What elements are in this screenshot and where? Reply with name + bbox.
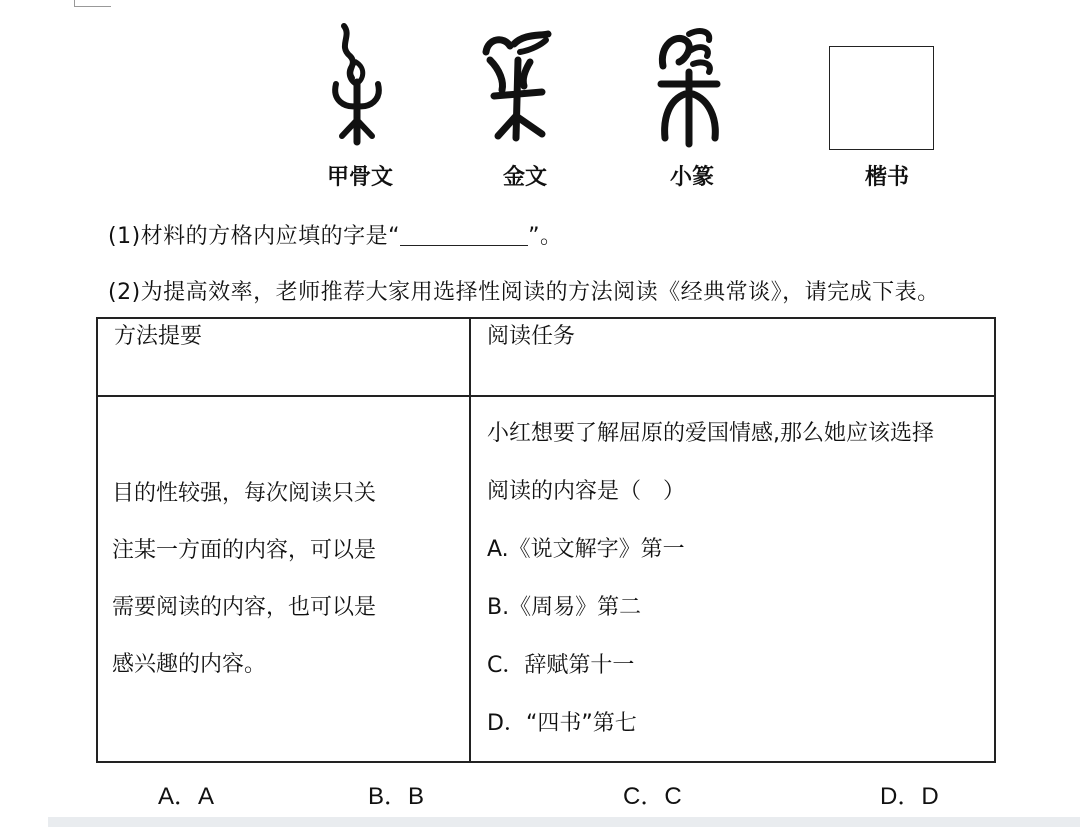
method-summary-cell: [97, 396, 470, 762]
method-line: 需要阅读的内容，也可以是: [112, 595, 377, 620]
task-option-d: D．“四书”第七: [487, 711, 637, 736]
reading-method-table: [96, 317, 996, 763]
task-prompt-line: 阅读的内容是（ ）: [487, 479, 686, 504]
method-line: 感兴趣的内容。: [112, 652, 267, 677]
task-option-c: C．辞赋第十一: [487, 653, 635, 678]
reading-task-cell: [470, 396, 995, 762]
answer-choice-c[interactable]: C．C: [623, 783, 682, 810]
kaishu-answer-box: [829, 46, 934, 150]
label-oracle-bone: 甲骨文: [326, 165, 393, 190]
header-method-summary: 方法提要: [97, 318, 470, 396]
header-reading-task: 阅读任务: [470, 318, 995, 396]
method-line: 注某一方面的内容，可以是: [112, 538, 377, 563]
oracle-bone-glyph-icon: [322, 22, 392, 147]
label-kaishu: 楷书: [864, 165, 909, 190]
table-row: [97, 396, 995, 762]
task-option-a: A.《说文解字》第一: [487, 537, 685, 562]
table-header-row: [97, 318, 995, 396]
task-prompt-line: 小红想要了解屈原的爱国情感,那么她应该选择: [487, 421, 934, 446]
answer-choice-a[interactable]: A．A: [158, 783, 215, 810]
label-bronze-script: 金文: [502, 165, 547, 190]
method-line: 目的性较强，每次阅读只关: [112, 481, 377, 506]
task-option-b: B.《周易》第二: [487, 595, 642, 620]
bottom-scroll-bar: [48, 817, 1080, 827]
answer-choice-b[interactable]: B．B: [368, 783, 425, 810]
question-1-prefix: (1)材料的方格内应填的字是“: [108, 224, 401, 249]
question-1-blank[interactable]: [400, 223, 528, 246]
question-2: (2)为提高效率，老师推荐大家用选择性阅读的方法阅读《经典常谈》，请完成下表。: [108, 280, 940, 305]
label-small-seal: 小篆: [669, 165, 714, 190]
question-1-suffix: ”。: [528, 224, 563, 249]
answer-choice-d[interactable]: D．D: [880, 783, 939, 810]
question-1: [108, 219, 562, 250]
page-corner-mark: [74, 0, 111, 7]
small-seal-glyph-icon: [655, 26, 725, 151]
bronze-script-glyph-icon: [480, 30, 552, 145]
